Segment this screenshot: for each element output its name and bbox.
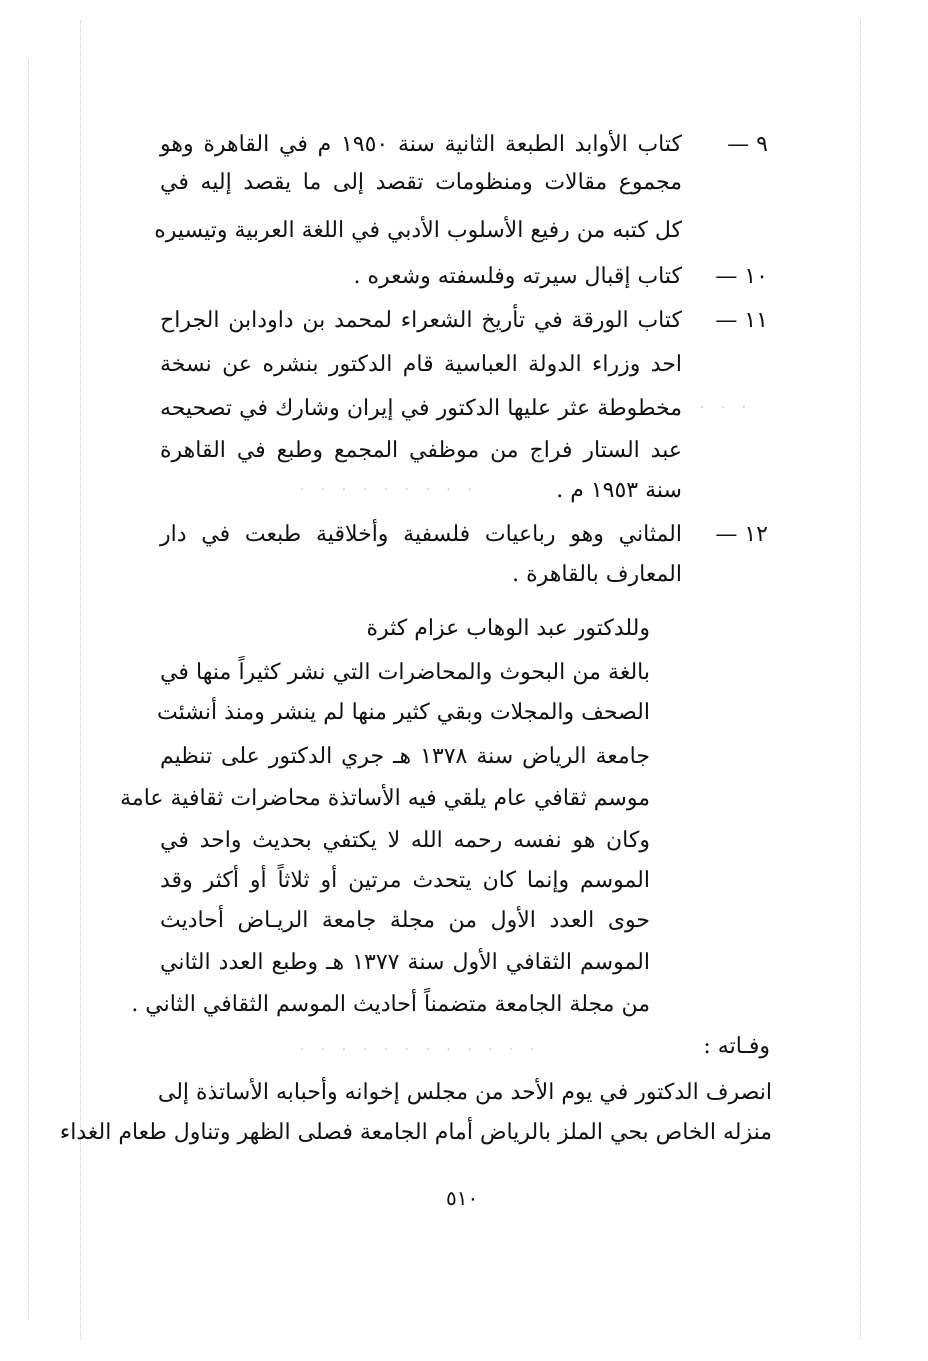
section-heading: وفـاته : — [703, 1034, 770, 1059]
paragraph-line: وكان هو نفسه رحمه الله لا يكتفي بحديث واحد في — [160, 828, 650, 853]
entry-line: كل كتبه من رفيع الأسلوب الأدبي في اللغة العربية وتيسيره — [154, 218, 682, 243]
section-line: انصرف الدكتور في يوم الأحد من مجلس إخوانه وأحبابه الأساتذة إلى — [157, 1080, 772, 1105]
entry-number: ١٢ — — [715, 522, 768, 547]
paragraph-line: الصحف والمجلات وبقي كثير منها لم ينشر ومنذ أنشئت — [157, 700, 650, 725]
scan-margin-line-far-left — [28, 60, 29, 1320]
scan-margin-line-right — [860, 20, 861, 1340]
entry-line: مخطوطة عثر عليها الدكتور في إيران وشارك في تصحيحه — [160, 396, 682, 421]
entry-line: مجموع مقالات ومنظومات تقصد إلى ما يقصد إليه في — [160, 170, 682, 195]
entry-line: كتاب الورقة في تأريخ الشعراء لمحمد بن داودابن الجراح — [160, 308, 682, 333]
entry-line: كتاب الأوابد الطبعة الثانية سنة ١٩٥٠ م في القاهرة وهو — [160, 132, 683, 157]
paragraph-line: حوى العدد الأول من مجلة جامعة الريـاض أحاديث — [160, 908, 650, 933]
entry-line: المثاني وهو رباعيات فلسفية وأخلاقية طبعت في دار — [160, 522, 682, 547]
entry-number: ١٠ — — [715, 264, 768, 289]
paragraph-line: الموسم وإنما كان يتحدث مرتين أو ثلاثاً أو أكثر وقد — [160, 868, 650, 893]
scan-speckle: · · · · · · · · · · · · — [300, 1042, 541, 1058]
entry-line: كتاب إقبال سيرته وفلسفته وشعره . — [353, 264, 682, 289]
scan-speckle: · · · · · · · · · — [300, 482, 478, 498]
entry-line: سنة ١٩٥٣ م . — [556, 478, 682, 503]
entry-line: احد وزراء الدولة العباسية قام الدكتور بنشره عن نسخة — [160, 352, 682, 377]
paragraph-line: بالغة من البحوث والمحاضرات التي نشر كثيراً منها في — [160, 660, 650, 685]
paragraph-line: موسم ثقافي عام يلقي فيه الأساتذة محاضرات ثقافية عامة — [120, 786, 650, 811]
paragraph-line: جامعة الرياض سنة ١٣٧٨ هـ جري الدكتور على تنظيم — [160, 744, 650, 769]
paragraph-line: وللدكتور عبد الوهاب عزام كثرة — [366, 616, 650, 641]
page-number: ٥١٠ — [446, 1186, 479, 1210]
scan-speckle: · · · — [700, 400, 753, 416]
entry-number: ١١ — — [715, 308, 768, 333]
section-line: منزله الخاص بحي الملز بالرياض أمام الجامعة فصلى الظهر وتناول طعام الغداء — [59, 1120, 772, 1145]
entry-line: المعارف بالقاهرة . — [512, 562, 682, 587]
entry-line: عبد الستار فراج من موظفي المجمع وطبع في القاهرة — [160, 438, 682, 463]
entry-number: ٩ — — [727, 132, 768, 157]
paragraph-line: الموسم الثقافي الأول سنة ١٣٧٧ هـ وطبع العدد الثاني — [160, 950, 650, 975]
paragraph-line: من مجلة الجامعة متضمناً أحاديث الموسم الثقافي الثاني . — [131, 992, 650, 1017]
